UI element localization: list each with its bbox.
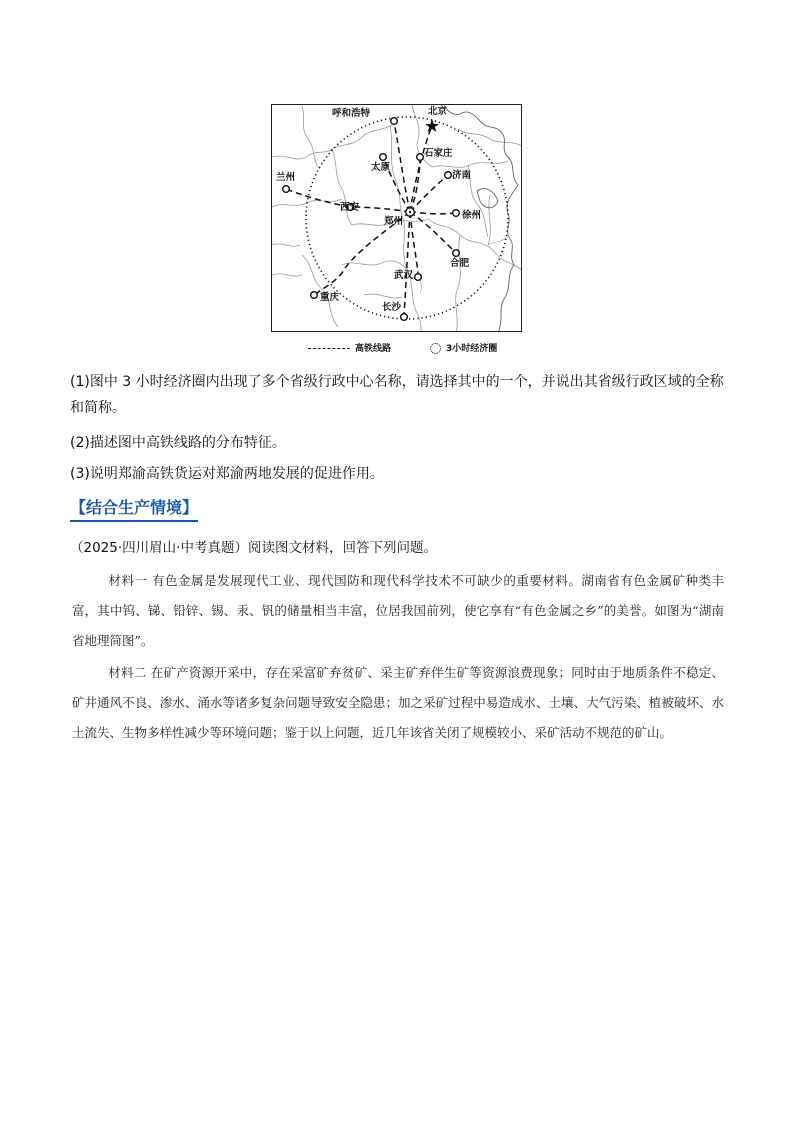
star-icon: [425, 119, 439, 132]
question-1-line-1: (1)图中 3 小时经济圈内出现了多个省级行政中心名称，请选择其中的一个，并说出其省级行政区域的全称: [70, 374, 724, 390]
city-label-wuhan: 武汉: [394, 270, 414, 281]
city-label-zhengzhou: 郑州: [384, 216, 404, 227]
material-2: [72, 658, 724, 748]
high-speed-rail-map: [271, 104, 522, 332]
city-label-beijing: 北京: [428, 106, 448, 117]
city-marker-xuzhou: [453, 210, 460, 217]
section-intro: （2025·四川眉山·中考真题）阅读图文材料，回答下列问题。: [70, 540, 437, 556]
city-marker-changsha: [401, 314, 408, 321]
city-label-taiyuan: 太原: [371, 162, 391, 173]
legend-railway-label: 高铁线路: [355, 344, 392, 354]
material-1: [72, 566, 724, 656]
city-marker-hefei: [453, 250, 460, 257]
city-label-chongqing: 重庆: [320, 292, 340, 303]
city-label-hefei: 合肥: [450, 258, 470, 269]
city-label-jinan: 济南: [452, 170, 472, 181]
map-legend: [308, 342, 528, 356]
material-2-text: 材料二 在矿产资源开采中，存在采富矿弃贫矿、采主矿弃伴生矿等资源浪费现象；同时由于地质条件不稳定、矿井通风不良、渗水、涌水等诸多复杂问题导致安全隐患；加之采矿过程中易造成水、土壤、大气污染、植被破坏、水土流失、生物多样性减少等环境问题；鉴于以上问题，近几年该省关闭了规模较小、采矿活动不规范的矿山。: [72, 665, 724, 740]
city-marker-lanzhou: [283, 186, 290, 193]
city-marker-hohhot: [391, 118, 398, 125]
city-label-changsha: 长沙: [382, 302, 402, 313]
section-title: 【结合生产情境】: [70, 497, 198, 522]
legend-circle-symbol: [430, 343, 441, 354]
city-marker-wuhan: [415, 274, 422, 281]
city-marker-jinan: [445, 172, 452, 179]
question-2: (2)描述图中高铁线路的分布特征。: [70, 435, 286, 451]
city-label-xuzhou: 徐州: [462, 210, 482, 221]
material-1-text: 材料一 有色金属是发展现代工业、现代国防和现代科学技术不可缺少的重要材料。湖南省有色金属矿种类丰富，其中钨、锑、铅锌、锡、汞、钒的储量相当丰富，位居我国前列，使它享有“有色金属之乡”的美誉。如图为“湖南省地理简图”。: [72, 573, 724, 648]
city-label-xian: 西安: [340, 202, 360, 213]
question-1-line-2: 和简称。: [70, 400, 126, 416]
city-label-lanzhou: 兰州: [276, 172, 296, 183]
legend-circle-label: 3小时经济圈: [446, 344, 498, 354]
city-label-hohhot: 呼和浩特: [332, 108, 371, 119]
city-marker-chongqing: [311, 292, 318, 299]
city-marker-taiyuan: [380, 154, 387, 161]
city-marker-shijiazhuang: [417, 154, 424, 161]
city-label-shijiazhuang: 石家庄: [424, 148, 453, 159]
legend-railway-symbol: [308, 348, 350, 349]
question-3: (3)说明郑渝高铁货运对郑渝两地发展的促进作用。: [70, 466, 384, 482]
